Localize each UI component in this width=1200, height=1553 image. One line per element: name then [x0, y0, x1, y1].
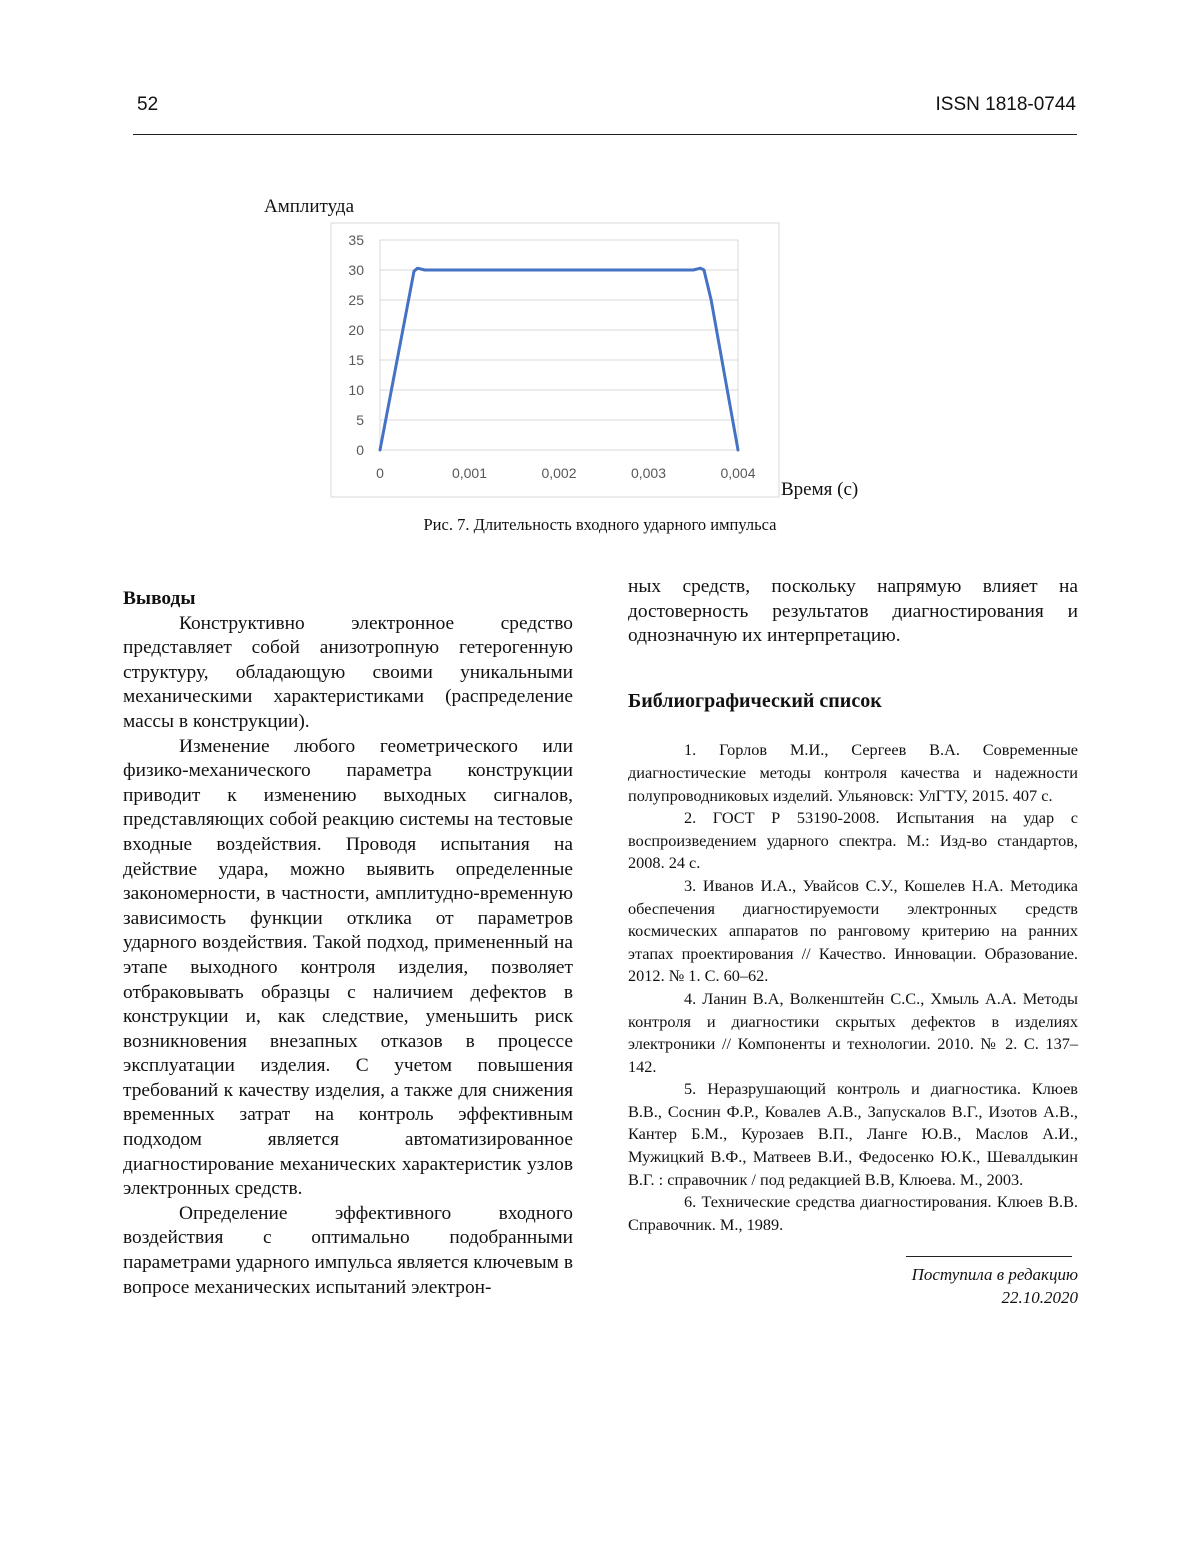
x-tick-label: 0,002	[541, 465, 577, 481]
reference-item: 5. Неразрушающий контроль и диагностика. Клюев В.В., Соснин Ф.Р., Ковалев А.В., Запускалов В.Г., Изотов А.В., Кантер Б.М., Курозаев В.П., Ланге Ю.В., Маслов А.И., Мужицкий В.Ф., Матвеев В.И., Федосенко Ю.К., Шевалдыкин В.Г. : справочник / под редакцией В.В, Клюева. М., 2003.	[628, 1079, 1078, 1189]
reference-item: 1. Горлов М.И., Сергеев В.А. Современные диагностические методы контроля качества и надежности полупроводниковых изделий. Ульяновск: УлГТУ, 2015. 407 с.	[628, 740, 1078, 805]
x-tick-label: 0,001	[451, 465, 488, 481]
y-tick-label: 10	[348, 382, 364, 398]
left-column	[123, 587, 573, 1300]
x-tick-label: 0	[376, 465, 384, 481]
received-label: Поступила в редакцию	[911, 1265, 1078, 1285]
chart-x-axis-label: Время (с)	[781, 479, 859, 500]
y-tick-label: 30	[348, 262, 364, 278]
y-tick-label: 0	[356, 442, 364, 458]
reference-item: 3. Иванов И.А., Увайсов С.У., Кошелев Н.А. Методика обеспечения диагностируемости электронных средств космических аппаратов по ранговому критерию на ранних этапах проектирования // Качество. Инновации. Образование. 2012. № 1. С. 60–62.	[628, 875, 1078, 986]
y-tick-label: 5	[356, 412, 364, 428]
reference-item: 4. Ланин В.А, Волкенштейн С.С., Хмыль А.А. Методы контроля и диагностики скрытых дефектов в изделиях электроники // Компоненты и технологии. 2010. № 2. С. 137–142.	[628, 988, 1078, 1076]
received-rule	[906, 1256, 1072, 1257]
paragraph: Определение эффективного входного воздействия с оптимально подобранными параметрами ударного импульса является ключевым в вопросе механических испытаний электрон-	[123, 1202, 573, 1298]
header-rule	[133, 134, 1077, 135]
y-tick-label: 20	[348, 322, 364, 338]
paragraph: Конструктивно электронное средство представляет собой анизотропную гетерогенную структуру, обладающую своими уникальными механическими характеристиками (распределение массы в конструкции).	[123, 612, 573, 732]
chart-y-axis-label: Амплитуда	[264, 196, 355, 217]
page-number: 52	[137, 94, 159, 115]
reference-item: 6. Технические средства диагностирования. Клюев В.В. Справочник. М., 1989.	[628, 1192, 1078, 1234]
reference-item: 2. ГОСТ Р 53190-2008. Испытания на удар с воспроизведением ударного спектра. М.: Изд-во стандартов, 2008. 24 с.	[628, 808, 1078, 873]
received-date: 22.10.2020	[1001, 1288, 1078, 1308]
y-tick-label: 15	[348, 352, 364, 368]
bibliography-title: Библиографический список	[628, 689, 882, 712]
x-tick-label: 0,003	[630, 465, 667, 481]
y-tick-label: 35	[348, 232, 364, 248]
figure-caption: Рис. 7. Длительность входного ударного импульса	[423, 515, 777, 534]
paragraph-continuation: ных средств, поскольку напрямую влияет на достоверность результатов диагностирования и однозначную их интерпретацию.	[628, 576, 1078, 647]
bibliography-list	[628, 739, 1078, 1236]
section-title: Выводы	[123, 588, 196, 609]
issn: ISSN 1818-0744	[935, 94, 1076, 115]
y-tick-label: 25	[348, 292, 364, 308]
right-column	[628, 575, 1078, 1309]
received-note	[628, 1256, 1078, 1309]
paragraph: Изменение любого геометрического или физико-механического параметра конструкции приводит к изменению выходных сигналов, представляющих собой реакцию системы на тестовые входные воздействия. Проводя испытания на действие удара, можно выявить определенные закономерности, в частности, амплитудно-временную зависимость функции отклика от параметров ударного воздействия. Такой подход, примененный на этапе выходного контроля изделия, позволяет отбраковывать образцы с наличием дефектов в конструкции и, как следствие, уменьшить риск возникновения внезапных отказов в процессе эксплуатации изделия. С учетом повышения требований к качеству изделия, а также для снижения временных затрат на контроль эффективным подходом является автоматизированное диагностирование механических характеристик узлов электронных средств.	[123, 735, 573, 1200]
x-tick-label: 0,004	[720, 465, 756, 481]
chart	[330, 222, 780, 498]
